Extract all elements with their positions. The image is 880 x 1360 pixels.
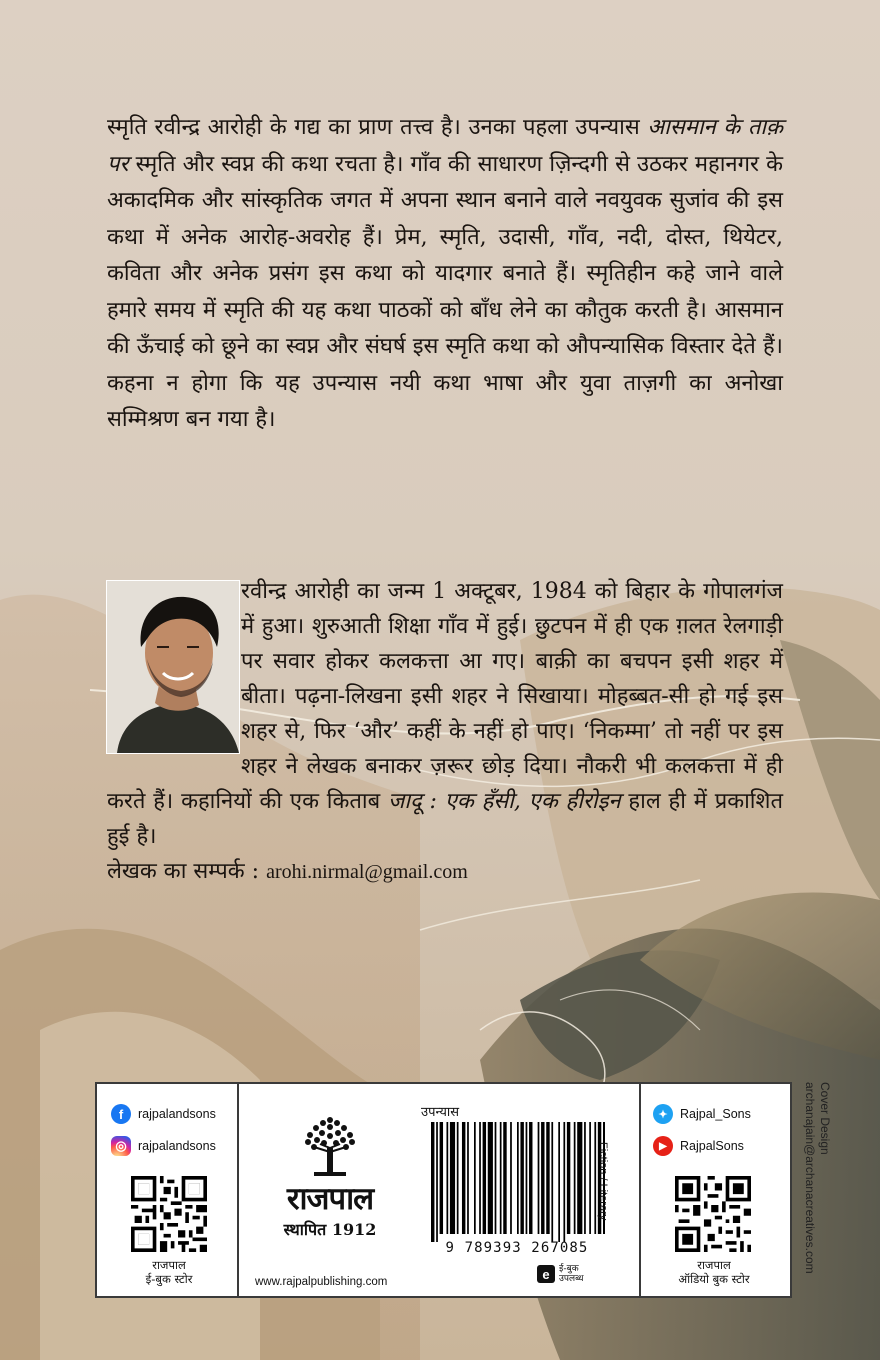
instagram-handle: rajpalandsons xyxy=(138,1139,216,1153)
publisher-website[interactable]: www.rajpalpublishing.com xyxy=(255,1276,388,1288)
barcode-bar xyxy=(436,1122,438,1242)
barcode-bar xyxy=(584,1122,586,1234)
blurb-text-1: स्मृति रवीन्द्र आरोही के गद्य का प्राण तत्त्व है। उनका पहला उपन्यास xyxy=(107,115,648,140)
barcode-bar xyxy=(517,1122,519,1234)
barcode-bar xyxy=(503,1122,506,1234)
ebook-caption-line-1: राजपाल xyxy=(152,1258,186,1272)
facebook-icon: f xyxy=(111,1104,131,1124)
author-bio xyxy=(107,574,783,890)
cover-design-label: Cover Design xyxy=(818,1082,832,1155)
barcode-bar xyxy=(474,1122,476,1234)
barcode-bar xyxy=(510,1122,512,1234)
facebook-link[interactable] xyxy=(111,1104,216,1124)
ebook-badge-line-1: ई-बुक xyxy=(559,1264,579,1274)
youtube-handle: RajpalSons xyxy=(680,1139,744,1153)
story-collection-title: जादू : एक हँसी, एक हीरोइन xyxy=(388,789,621,814)
audio-caption-line-1: राजपाल xyxy=(697,1258,731,1272)
isbn-barcode xyxy=(429,1122,605,1242)
cover-designer-email: archanajain@archanacreatives.com xyxy=(803,1082,817,1274)
author-bio-text-2: हाल ही में प्रकाशित हुई है। xyxy=(107,789,783,849)
genre-label: उपन्यास xyxy=(421,1105,460,1120)
barcode-bar xyxy=(462,1122,465,1234)
photo-spacer xyxy=(107,574,241,752)
book-blurb xyxy=(107,110,783,439)
author-bio-text-1: रवीन्द्र आरोही का जन्म 1 अक्टूबर, 1984 को बिहार के गोपालगंज में हुआ। शुरुआती शिक्षा गाँव में हुई। छुटपन में ही एक ग़लत रेलगाड़ी पर सवार होकर कलकत्ता आ गए। बाक़ी का बचपन इसी शहर में बीता। पढ़ना-लिखना इसी शहर ने सिखाया। मोहब्बत-सी हो गई इस शहर से, फिर ‘और’ कहीं के नहीं हो पाए। ‘निकम्मा’ तो नहीं पर इस शहर ने लेखक बनाकर ज़रूर छोड़ दिया। नौकरी भी कलकत्ता में ही करते हैं। कहानियों की एक किताब xyxy=(107,579,783,814)
isbn-digits: 9 789393 267085 xyxy=(445,1240,589,1256)
barcode-bar xyxy=(457,1122,459,1234)
barcode-bar xyxy=(589,1122,591,1234)
divider-right xyxy=(639,1084,641,1296)
barcode-bar xyxy=(574,1122,576,1234)
barcode-bar xyxy=(551,1122,553,1242)
ebook-available-badge xyxy=(537,1264,584,1284)
twitter-link[interactable] xyxy=(653,1104,751,1124)
author-email[interactable]: arohi.nirmal@gmail.com xyxy=(266,861,468,883)
blurb-text-2: स्मृति और स्वप्न की कथा रचता है। गाँव की साधारण ज़िन्दगी से उठकर महानगर के अकादमिक और सांस्कृतिक जगत में अपना स्थान बनाने वाले नवयुवक सुजांव की इस कथा में अनेक आरोह-अवरोह हैं। प्रेम, स्मृति, उदासी, गाँव, नदी, दोस्त, थियेटर, कविता और अनेक प्रसंग इस कथा को यादगार बनाते हैं। स्मृतिहीन कहे जाने वाले हमारे समय में स्मृति की यह कथा पाठकों को बाँध लेने का कौतुक करती है। आसमान की ऊँचाई को छूने का स्वप्न और संघर्ष इस स्मृति कथा को औपन्यासिक विस्तार देते हैं। कहना न होगा कि यह उपन्यास नयी कथा भाषा और युवा ताज़गी का अनोखा सम्मिश्रण बन गया है। xyxy=(107,151,783,432)
barcode-bar xyxy=(431,1122,434,1242)
twitter-handle: Rajpal_Sons xyxy=(680,1107,751,1121)
ebook-store-caption xyxy=(117,1258,221,1286)
ebook-icon: e xyxy=(537,1265,555,1283)
publisher-name: राजपाल xyxy=(286,1181,374,1217)
barcode-bar xyxy=(488,1122,493,1234)
barcode-bar xyxy=(520,1122,523,1234)
youtube-icon: ▶ xyxy=(653,1136,673,1156)
barcode-bar xyxy=(567,1122,570,1234)
twitter-icon: ✦ xyxy=(653,1104,673,1124)
book-category: Fiction / Literary xyxy=(597,1142,609,1221)
tree-logo-icon xyxy=(300,1114,360,1178)
barcode-bar xyxy=(558,1122,560,1242)
cover-design-credit xyxy=(802,1082,832,1274)
barcode-bar xyxy=(446,1122,448,1234)
barcode-bar xyxy=(495,1122,497,1234)
barcode-bar xyxy=(450,1122,455,1234)
barcode-bar xyxy=(538,1122,540,1234)
barcode-bar xyxy=(594,1122,596,1234)
audio-caption-line-2: ऑडियो बुक स्टोर xyxy=(678,1272,750,1286)
barcode-bar xyxy=(541,1122,544,1234)
audiobook-store-qr-code[interactable] xyxy=(675,1176,751,1252)
barcode-bar xyxy=(526,1122,528,1234)
ebook-store-qr-code[interactable] xyxy=(131,1176,207,1252)
barcode-bar xyxy=(577,1122,582,1234)
youtube-link[interactable] xyxy=(653,1136,744,1156)
instagram-icon: ◎ xyxy=(111,1136,131,1156)
barcode-bar xyxy=(563,1122,565,1242)
facebook-handle: rajpalandsons xyxy=(138,1107,216,1121)
barcode-bar xyxy=(500,1122,502,1234)
ebook-badge-line-2: उपलब्ध xyxy=(559,1274,584,1284)
contact-label: लेखक का सम्पर्क : xyxy=(107,859,267,884)
publisher-established: स्थापित 1912 xyxy=(283,1220,377,1239)
publisher-info-bar xyxy=(95,1082,792,1298)
barcode-bar xyxy=(546,1122,549,1234)
barcode-bar xyxy=(483,1122,486,1234)
barcode-bar xyxy=(440,1122,443,1234)
instagram-link[interactable] xyxy=(111,1136,216,1156)
audiobook-store-caption xyxy=(647,1258,781,1286)
barcode-bar xyxy=(467,1122,469,1234)
publisher-logo xyxy=(265,1114,395,1300)
barcode-bar xyxy=(479,1122,481,1234)
ebook-badge-text xyxy=(559,1264,584,1284)
barcode-bar xyxy=(529,1122,532,1234)
novel-title: आसमान के ताक़ पर xyxy=(107,115,784,177)
ebook-caption-line-2: ई-बुक स्टोर xyxy=(145,1272,193,1286)
divider-left xyxy=(237,1084,239,1296)
